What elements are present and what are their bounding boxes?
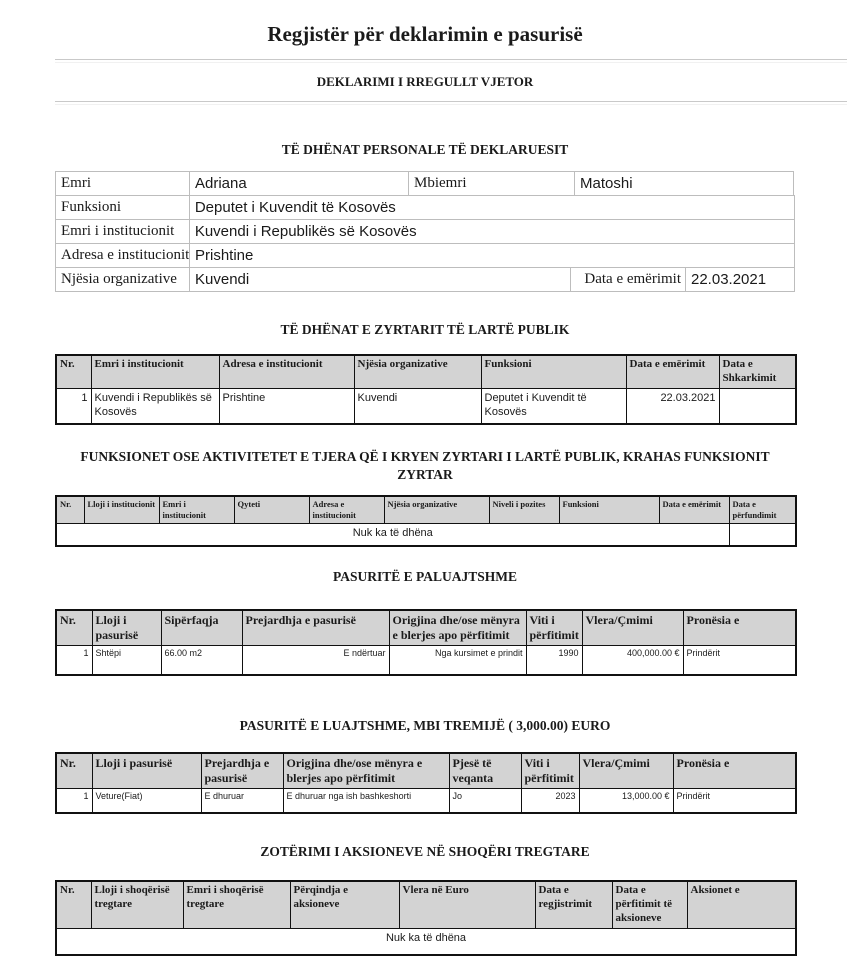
table-cell: [729, 523, 796, 546]
movable-assets-table: [55, 752, 797, 814]
column-header: Vlera/Çmimi: [579, 753, 673, 789]
document-body: [55, 22, 795, 47]
column-header: Pjesë të veqanta: [449, 753, 521, 789]
table-cell: 1990: [526, 645, 582, 675]
section-heading-movable: PASURITË E LUAJTSHME, MBI TREMIJË ( 3,000.00) EURO: [239, 717, 611, 733]
column-header: Nr.: [56, 610, 92, 646]
table-cell: Prishtine: [219, 388, 354, 424]
document-title: Regjistër për deklarimin e pasurisë: [267, 22, 583, 46]
table-cell: Veture(Fiat): [92, 789, 201, 814]
empty-row-text: Nuk ka të dhëna: [56, 928, 796, 955]
column-header: Njësia organizative: [384, 496, 489, 523]
column-header: Niveli i pozites: [489, 496, 559, 523]
column-header: Emri i shoqërisë tregtare: [183, 881, 290, 928]
field-label-emri-institucionit: Emri i institucionit: [55, 219, 190, 244]
column-header: Pronësia e: [673, 753, 796, 789]
column-header: Origjina dhe/ose mënyra e blerjes apo përfitimit: [283, 753, 449, 789]
table-cell: 22.03.2021: [626, 388, 719, 424]
column-header: Lloji i shoqërisë tregtare: [91, 881, 183, 928]
table-row: [55, 171, 795, 196]
table-cell: Deputet i Kuvendit të Kosovës: [481, 388, 626, 424]
personal-info-table: [55, 171, 795, 292]
column-header: Përqindja e aksioneve: [290, 881, 399, 928]
official-table: [55, 354, 797, 425]
column-header: Lloji i pasurisë: [92, 753, 201, 789]
section-heading-official: TË DHËNAT E ZYRTARIT TË LARTË PUBLIK: [280, 322, 570, 338]
column-header: Funksioni: [481, 355, 626, 388]
document-subtitle: DEKLARIMI I RREGULLT VJETOR: [316, 74, 534, 89]
column-header: Adresa e institucionit: [309, 496, 384, 523]
column-header: Pronësia e: [683, 610, 796, 646]
table-cell: Kuvendi: [354, 388, 481, 424]
column-header: Data e përfitimit të aksioneve: [612, 881, 687, 928]
column-header: Emri i institucionit: [159, 496, 234, 523]
field-label-funksioni: Funksioni: [55, 195, 190, 220]
column-header: Data e Shkarkimit: [719, 355, 796, 388]
table-cell: 13,000.00 €: [579, 789, 673, 814]
table-cell: 400,000.00 €: [582, 645, 683, 675]
table-header-row: [56, 610, 796, 646]
column-header: Lloji i pasurisë: [92, 610, 161, 646]
column-header: Nr.: [56, 496, 84, 523]
table-cell: 1: [56, 388, 91, 424]
column-header: Nr.: [56, 753, 92, 789]
divider: [55, 59, 847, 63]
column-header: Adresa e institucionit: [219, 355, 354, 388]
field-value-njesia: Kuvendi: [189, 267, 571, 292]
field-value-emri-institucionit: Kuvendi i Republikës së Kosovës: [189, 219, 795, 244]
table-row: [56, 928, 796, 955]
table-row: [55, 267, 795, 292]
field-value-data-emerimit: 22.03.2021: [685, 267, 795, 292]
column-header: Njësia organizative: [354, 355, 481, 388]
column-header: Vlera/Çmimi: [582, 610, 683, 646]
column-header: Data e emërimit: [659, 496, 729, 523]
column-header: Viti i përfitimit: [526, 610, 582, 646]
table-row: [55, 195, 795, 220]
table-header-row: [56, 881, 796, 928]
table-header-row: [56, 753, 796, 789]
table-header-row: [56, 355, 796, 388]
table-row: [55, 243, 795, 268]
empty-row-text: Nuk ka të dhëna: [56, 523, 729, 546]
column-header: Vlera në Euro: [399, 881, 535, 928]
section-heading-personal: TË DHËNAT PERSONALE TË DEKLARUESIT: [281, 142, 569, 157]
table-cell: 66.00 m2: [161, 645, 242, 675]
table-row: [56, 789, 796, 814]
column-header: Emri i institucionit: [91, 355, 219, 388]
table-cell: 1: [56, 645, 92, 675]
column-header: Data e përfundimit: [729, 496, 796, 523]
table-cell: Prindërit: [683, 645, 796, 675]
table-cell: Shtëpi: [92, 645, 161, 675]
column-header: Aksionet e: [687, 881, 796, 928]
section-heading-immovable: PASURITË E PALUAJTSHME: [332, 568, 518, 584]
column-header: Data e emërimit: [626, 355, 719, 388]
shares-table: [55, 880, 797, 955]
table-cell: 1: [56, 789, 92, 814]
immovable-assets-table: [55, 609, 797, 676]
field-value-adresa: Prishtine: [189, 243, 795, 268]
column-header: Qyteti: [234, 496, 309, 523]
table-cell: 2023: [521, 789, 579, 814]
column-header: Prejardhja e pasurisë: [242, 610, 389, 646]
table-cell: Prindërit: [673, 789, 796, 814]
field-label-njesia: Njësia organizative: [55, 267, 190, 292]
table-cell: Jo: [449, 789, 521, 814]
column-header: Lloji i institucionit: [84, 496, 159, 523]
field-label-emri: Emri: [55, 171, 190, 196]
column-header: Origjina dhe/ose mënyra e blerjes apo përfitimit: [389, 610, 526, 646]
table-row: [56, 388, 796, 424]
table-row: [55, 219, 795, 244]
divider: [55, 101, 847, 105]
other-functions-table: [55, 495, 797, 546]
column-header: Data e regjistrimit: [535, 881, 612, 928]
table-cell: Kuvendi i Republikës së Kosovës: [91, 388, 219, 424]
column-header: Viti i përfitimit: [521, 753, 579, 789]
field-value-funksioni: Deputet i Kuvendit të Kosovës: [189, 195, 795, 220]
column-header: Nr.: [56, 355, 91, 388]
table-row: [56, 523, 796, 546]
column-header: Sipërfaqja: [161, 610, 242, 646]
table-cell: E dhuruar: [201, 789, 283, 814]
field-value-mbiemri: Matoshi: [574, 171, 794, 196]
column-header: Nr.: [56, 881, 91, 928]
table-header-row: [56, 496, 796, 523]
table-cell: E dhuruar nga ish bashkeshorti: [283, 789, 449, 814]
column-header: Prejardhja e pasurisë: [201, 753, 283, 789]
table-row: [56, 645, 796, 675]
field-label-mbiemri: Mbiemri: [408, 171, 575, 196]
column-header: Funksioni: [559, 496, 659, 523]
table-cell: Nga kursimet e prindit: [389, 645, 526, 675]
field-label-data-emerimit: Data e emërimit: [570, 267, 686, 292]
field-value-emri: Adriana: [189, 171, 409, 196]
field-label-adresa: Adresa e institucionit: [55, 243, 190, 268]
section-heading-other-functions: FUNKSIONET OSE AKTIVITETET E TJERA QË I KRYEN ZYRTARI I LARTË PUBLIK, KRAHAS FUNKSIONIT ZYRTAR: [80, 448, 770, 483]
table-cell: E ndërtuar: [242, 645, 389, 675]
section-heading-shares: ZOTËRIMI I AKSIONEVE NË SHOQËRI TREGTARE: [260, 844, 590, 860]
table-cell: [719, 388, 796, 424]
